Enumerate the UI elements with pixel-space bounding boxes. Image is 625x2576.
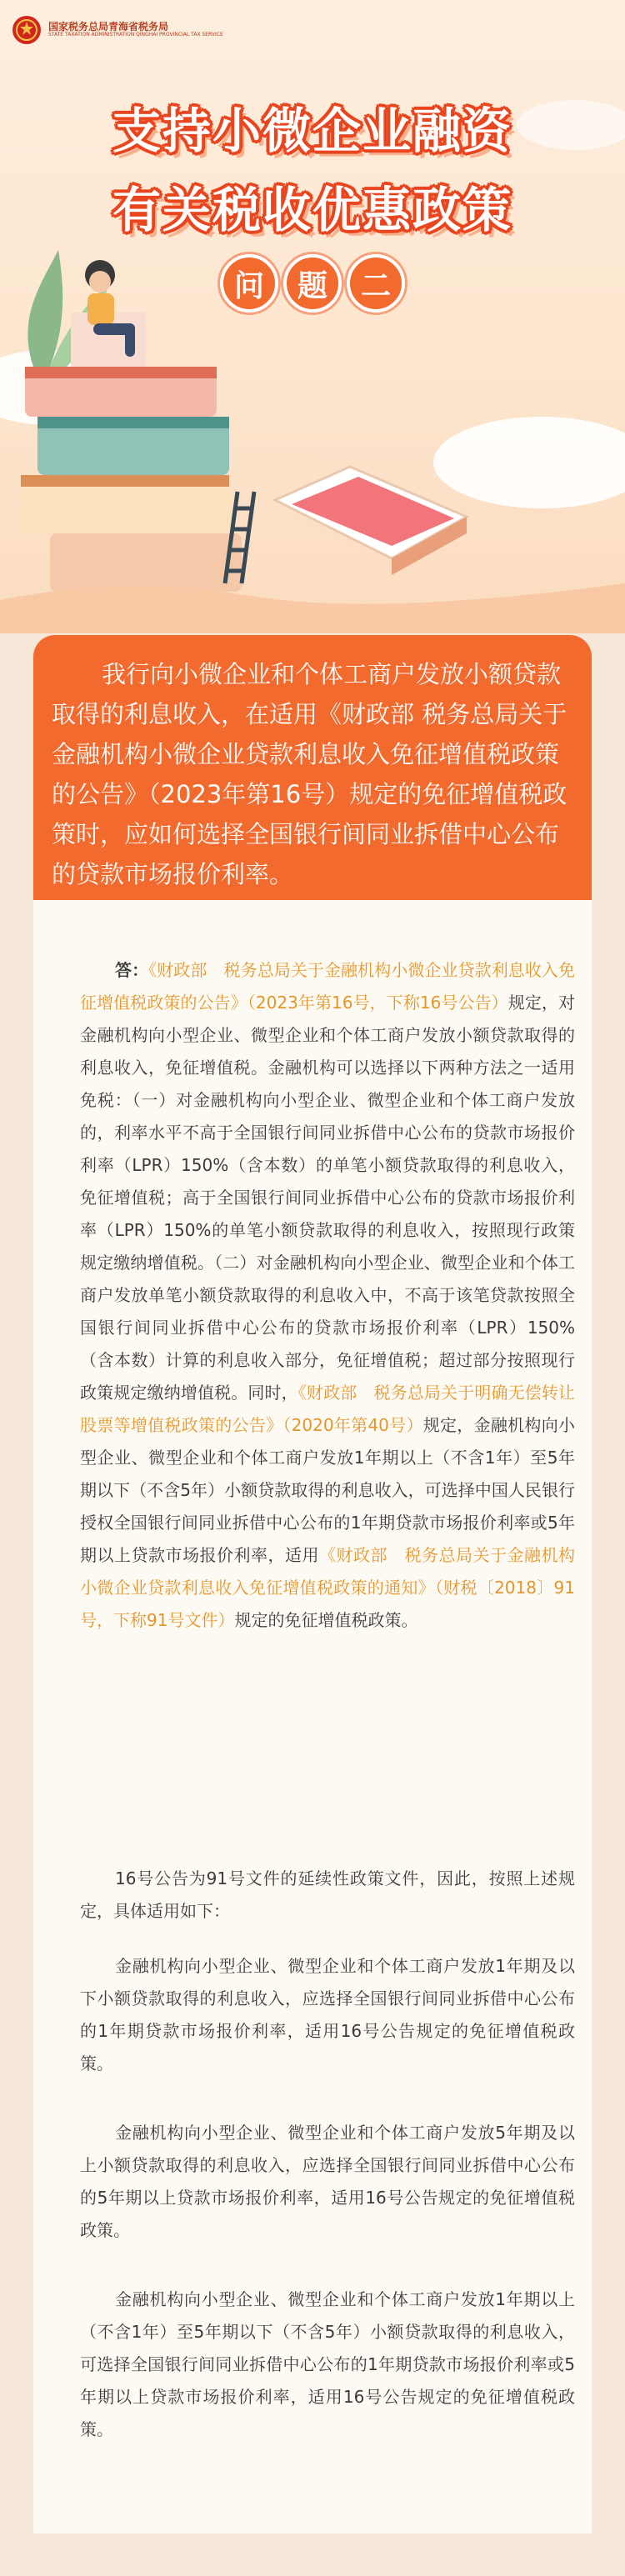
answer-paragraph-3: 金融机构向小型企业、微型企业和个体工商户发放1年期及以下小额贷款取得的利息收入，应选择全国银行间同业拆借中心公布的1年期贷款市场报价利率，适用16号公告规定的免征增值税政策。 — [80, 1956, 575, 2073]
person-reading-icon — [71, 260, 146, 367]
main-title-line1: 支持小微企业融资 — [112, 103, 512, 159]
answer-paragraph-5: 金融机构向小型企业、微型企业和个体工商户发放1年期以上（不含1年）至5年期以下（不含5年）小额贷款取得的利息收入，可选择全国银行间同业拆借中心公布的1年期贷款市场报价利率或5年期以上贷款市场报价利率，适用16号公告规定的免征增值税政策。 — [80, 2289, 575, 2439]
answer-text: 规定的免征增值税政策。 — [234, 1610, 418, 1630]
policy-ref-16: 《财政部 税务总局关于金融机构小微企业贷款利息收入免征增值税政策的公告》（2023年第16号，下称16号公告） — [80, 960, 576, 1013]
policy-ref-91: 《财政部 税务总局关于金融机构小微企业贷款利息收入免征增值税政策的通知》（财税〔2018〕91号，下称91号文件） — [80, 1545, 575, 1630]
badge-char: 问 — [220, 254, 278, 313]
badge-char: 二 — [347, 254, 405, 313]
answer-text: 规定，金融机构向小型企业、微型企业和个体工商户发放1年期以上（不含1年）至5年期以下（不含5年）小额贷款取得的利息收入，可选择中国人民银行授权全国银行间同业拆借中心公布的1年期贷款市场报价利率或5年期以上贷款市场报价利率，适用 — [80, 1415, 575, 1565]
org-name-en: STATE TAXATION ADMINISTRATION QINGHAI PROVINCIAL TAX SERVICE — [48, 32, 223, 38]
open-book-icon — [275, 467, 467, 575]
badge-char: 题 — [283, 254, 342, 313]
book-stack-icon — [21, 367, 242, 592]
answer-paragraph-1 — [80, 954, 575, 1637]
hero-banner — [0, 0, 625, 633]
answer-paragraph-4: 金融机构向小型企业、微型企业和个体工商户发放5年期及以上小额贷款取得的利息收入，应选择全国银行间同业拆借中心公布的5年期以上贷款市场报价利率，适用16号公告规定的免征增值税政策。 — [80, 2123, 575, 2240]
policy-ref-40: 《财政部 税务总局关于明确无偿转让股票等增值税政策的公告》（2020年第40号） — [80, 1383, 576, 1435]
answer-text: 规定，对金融机构向小型企业、微型企业和个体工商户发放小额贷款取得的利息收入，免征增值税。金融机构可以选择以下两种方法之一适用免税：（一）对金融机构向小型企业、微型企业和个体工商户发放的，利率水平不高于全国银行间同业拆借中心公布的贷款市场报价利率（LPR）150%（含本数）的单笔小额贷款取得的利息收入，免征增值税；高于全国银行间同业拆借中心公布的贷款市场报价利率（LPR）150%的单笔小额贷款取得的利息收入，按照现行政策规定缴纳增值税。（二）对金融机构向小型企业、微型企业和个体工商户发放单笔小额贷款取得的利息收入中，不高于该笔贷款按照全国银行间同业拆借中心公布的贷款市场报价利率（LPR）150%（含本数）计算的利息收入部分，免征增值税；超过部分按照现行政策规定缴纳增值税。同时， — [80, 993, 576, 1403]
answer-paragraph-2: 16号公告为91号文件的延续性政策文件，因此，按照上述规定，具体适用如下： — [80, 1868, 575, 1921]
books-illustration — [0, 0, 625, 633]
main-title-line2: 有关税收优惠政策 — [112, 182, 512, 238]
question-text: 我行向小微企业和个体工商户发放小额贷款取得的利息收入，在适用《财政部 税务总局关于金融机构小微企业贷款利息收入免征增值税政策的公告》（2023年第16号）规定的免征增值税政策时，应如何选择全国银行间同业拆借中心公布的贷款市场报价利率。 — [52, 660, 568, 888]
answer-label: 答： — [115, 960, 149, 980]
org-name-cn: 国家税务总局青海省税务局 — [48, 21, 169, 33]
